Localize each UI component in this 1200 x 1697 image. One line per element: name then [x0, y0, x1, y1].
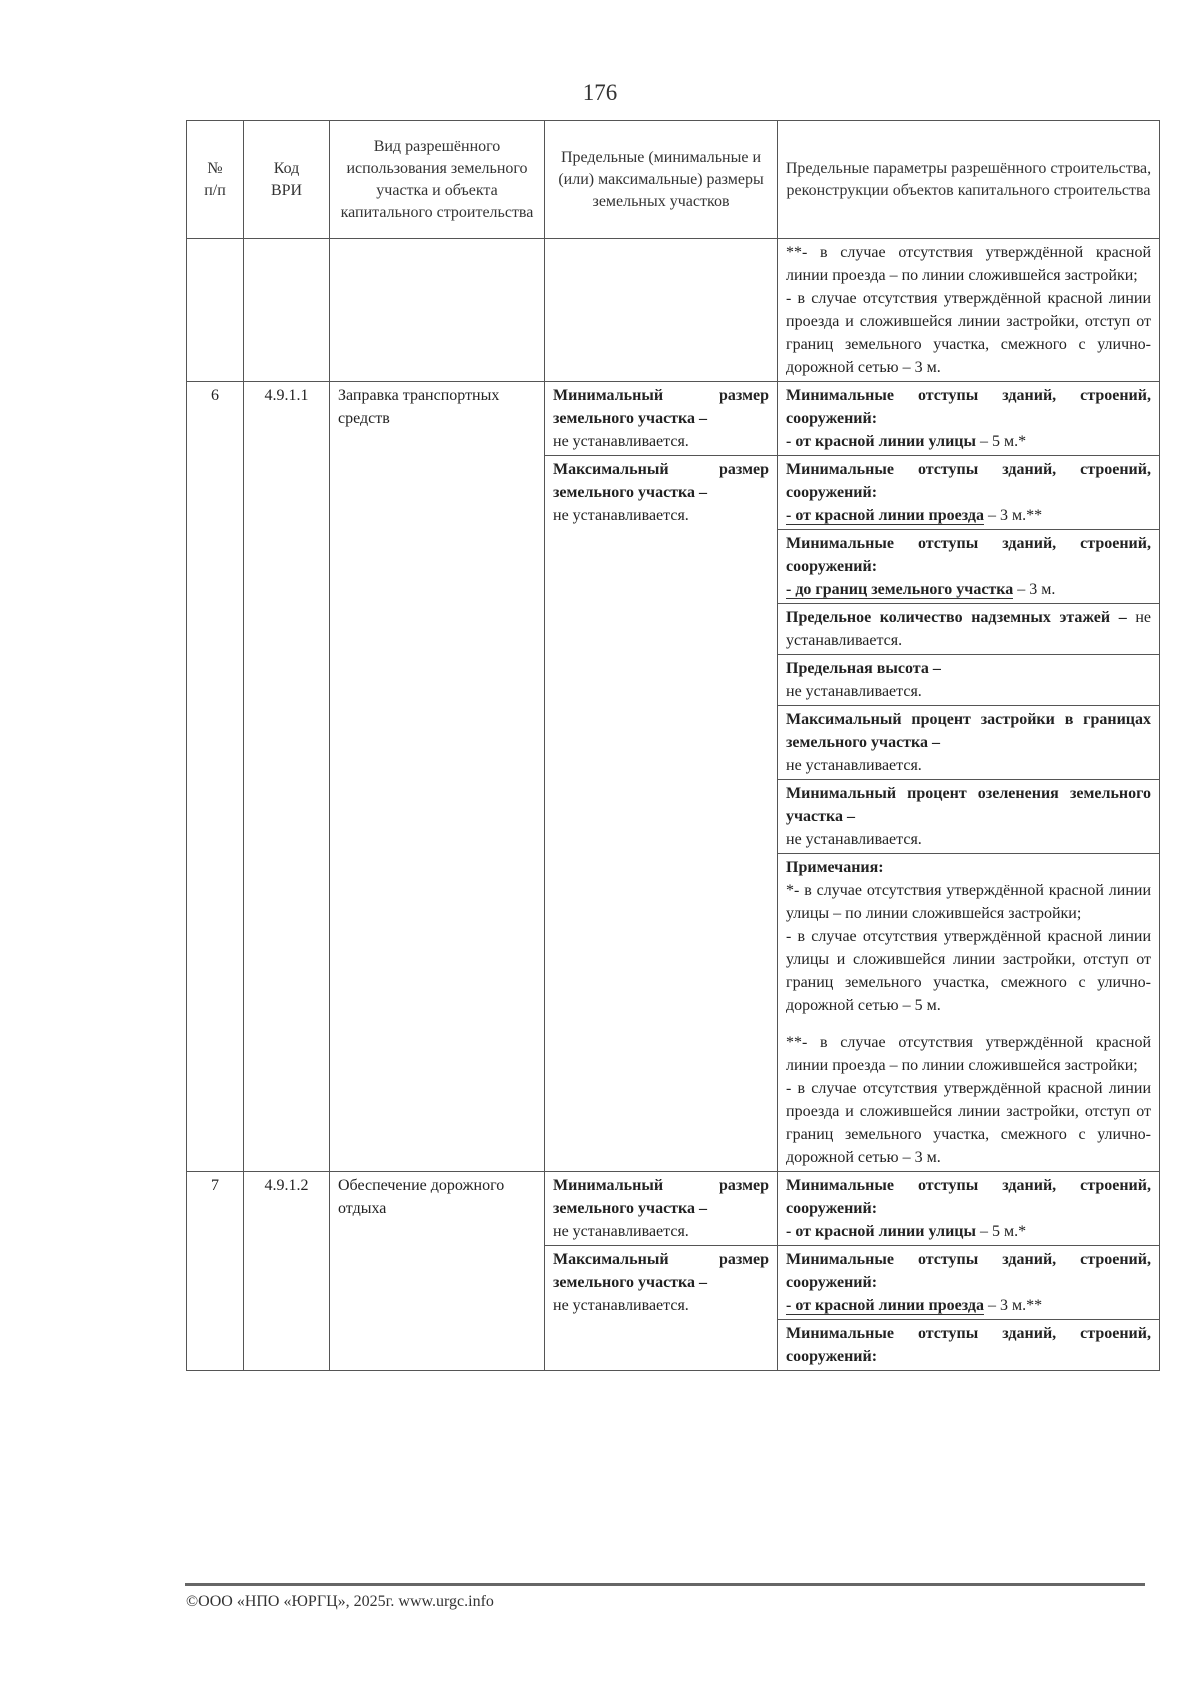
row6-param-7 — [778, 780, 1160, 854]
row6-max-size — [545, 456, 778, 1172]
row6-param-2 — [778, 456, 1160, 530]
row6-param-1 — [778, 382, 1160, 456]
row6-p1-value: – 5 м.* — [976, 433, 1027, 450]
header-params: Предельные параметры разрешённого строительства, реконструкции объектов капитального строительства — [778, 121, 1160, 239]
table-row-7-a — [187, 1172, 1160, 1246]
row7-max-size-label: Максимальный размер земельного участка – — [553, 1251, 769, 1291]
row7-param-1 — [778, 1172, 1160, 1246]
row6-p5-value: не устанавливается. — [786, 683, 922, 700]
row6-notes-title: Примечания: — [786, 859, 884, 876]
row6-min-size-label: Минимальный размер земельного участка – — [553, 387, 769, 427]
header-type: Вид разрешённого использования земельного участка и объекта капитального строительства — [330, 121, 545, 239]
row7-max-size — [545, 1246, 778, 1371]
header-num: № п/п — [187, 121, 244, 239]
row6-max-size-label: Максимальный размер земельного участка – — [553, 461, 769, 501]
row7-p1-value: – 5 м.* — [976, 1223, 1027, 1240]
header-size: Предельные (минимальные и (или) максимальные) размеры земельных участков — [545, 121, 778, 239]
row7-p2-label: Минимальные отступы зданий, строений, сооружений: — [786, 1251, 1151, 1291]
row6-p1-label: Минимальные отступы зданий, строений, сооружений: — [786, 387, 1151, 427]
row7-min-size-value: не устанавливается. — [553, 1223, 689, 1240]
row6-p2-line: - от красной линии проезда — [786, 507, 984, 524]
row7-p1-line: - от красной линии улицы — [786, 1223, 976, 1240]
row6-min-size — [545, 382, 778, 456]
page-number: 176 — [582, 80, 618, 105]
row6-p4-value: не устанавливается. — [786, 609, 1151, 649]
row6-p2-label: Минимальные отступы зданий, строений, сооружений: — [786, 461, 1151, 501]
row7-p1-label: Минимальные отступы зданий, строений, сооружений: — [786, 1177, 1151, 1217]
row6-p3-label: Минимальные отступы зданий, строений, сооружений: — [786, 535, 1151, 575]
row7-param-3 — [778, 1320, 1160, 1371]
row6-code: 4.9.1.1 — [244, 382, 330, 1172]
row7-name: Обеспечение дорожного отдыха — [330, 1172, 545, 1371]
continued-notes-cell — [778, 239, 1160, 382]
row6-name: Заправка транспортных средств — [330, 382, 545, 1172]
row6-min-size-value: не устанавливается. — [553, 433, 689, 450]
row7-num: 7 — [187, 1172, 244, 1371]
row6-notes — [778, 854, 1160, 1172]
row6-param-6 — [778, 706, 1160, 780]
row6-p5-label: Предельная высота – — [786, 660, 941, 677]
row6-p6-label: Максимальный процент застройки в границах земельного участка – — [786, 711, 1151, 751]
row7-min-size — [545, 1172, 778, 1246]
row6-p7-label: Минимальный процент озеленения земельного участка – — [786, 785, 1151, 825]
row7-max-size-value: не устанавливается. — [553, 1297, 689, 1314]
row6-note1-b: - в случае отсутствия утверждённой красной линии улицы и сложившейся линии застройки, отступ от границ земельного участка, смежного с улично-дорожной сетью – 5 м. — [786, 928, 1151, 1014]
row6-p6-value: не устанавливается. — [786, 757, 922, 774]
land-use-table — [186, 120, 1160, 1371]
row7-p2-line: - от красной линии проезда — [786, 1297, 984, 1314]
table-row-continued — [187, 239, 1160, 382]
row6-note2-b: - в случае отсутствия утверждённой красной линии проезда и сложившейся линии застройки, отступ от границ земельного участка, смежного с улично-дорожной сетью – 3 м. — [786, 1080, 1151, 1166]
row6-note1-a: *- в случае отсутствия утверждённой красной линии улицы – по линии сложившейся застройки; — [786, 882, 1151, 922]
row6-param-4 — [778, 604, 1160, 655]
row6-p3-line: - до границ земельного участка — [786, 581, 1014, 598]
row6-num: 6 — [187, 382, 244, 1172]
row6-p4-label: Предельное количество надземных этажей – — [786, 609, 1127, 626]
continued-note2-a: **- в случае отсутствия утверждённой красной линии проезда – по линии сложившейся застройки; — [786, 244, 1151, 284]
row6-p3-value: – 3 м. — [1013, 581, 1056, 598]
row7-p3-label: Минимальные отступы зданий, строений, сооружений: — [786, 1325, 1151, 1365]
row7-min-size-label: Минимальный размер земельного участка – — [553, 1177, 769, 1217]
table-header-row — [187, 121, 1160, 239]
row7-code: 4.9.1.2 — [244, 1172, 330, 1371]
row7-p2-value: – 3 м.** — [983, 1297, 1043, 1314]
row6-p7-value: не устанавливается. — [786, 831, 922, 848]
row6-p1-line: - от красной линии улицы — [786, 433, 976, 450]
footer-copyright: ©ООО «НПО «ЮРГЦ», 2025г. www.urgc.info — [186, 1593, 494, 1610]
table-row-6-a — [187, 382, 1160, 456]
row7-param-2 — [778, 1246, 1160, 1320]
row6-param-5 — [778, 655, 1160, 706]
row6-p2-value: – 3 м.** — [983, 507, 1043, 524]
continued-note2-b: - в случае отсутствия утверждённой красной линии проезда и сложившейся линии застройки, отступ от границ земельного участка, смежного с улично-дорожной сетью – 3 м. — [786, 290, 1151, 376]
header-code: Код ВРИ — [244, 121, 330, 239]
footer-divider — [185, 1583, 1145, 1586]
row6-param-3 — [778, 530, 1160, 604]
row6-max-size-value: не устанавливается. — [553, 507, 689, 524]
row6-note2-a: **- в случае отсутствия утверждённой красной линии проезда – по линии сложившейся застройки; — [786, 1034, 1151, 1074]
